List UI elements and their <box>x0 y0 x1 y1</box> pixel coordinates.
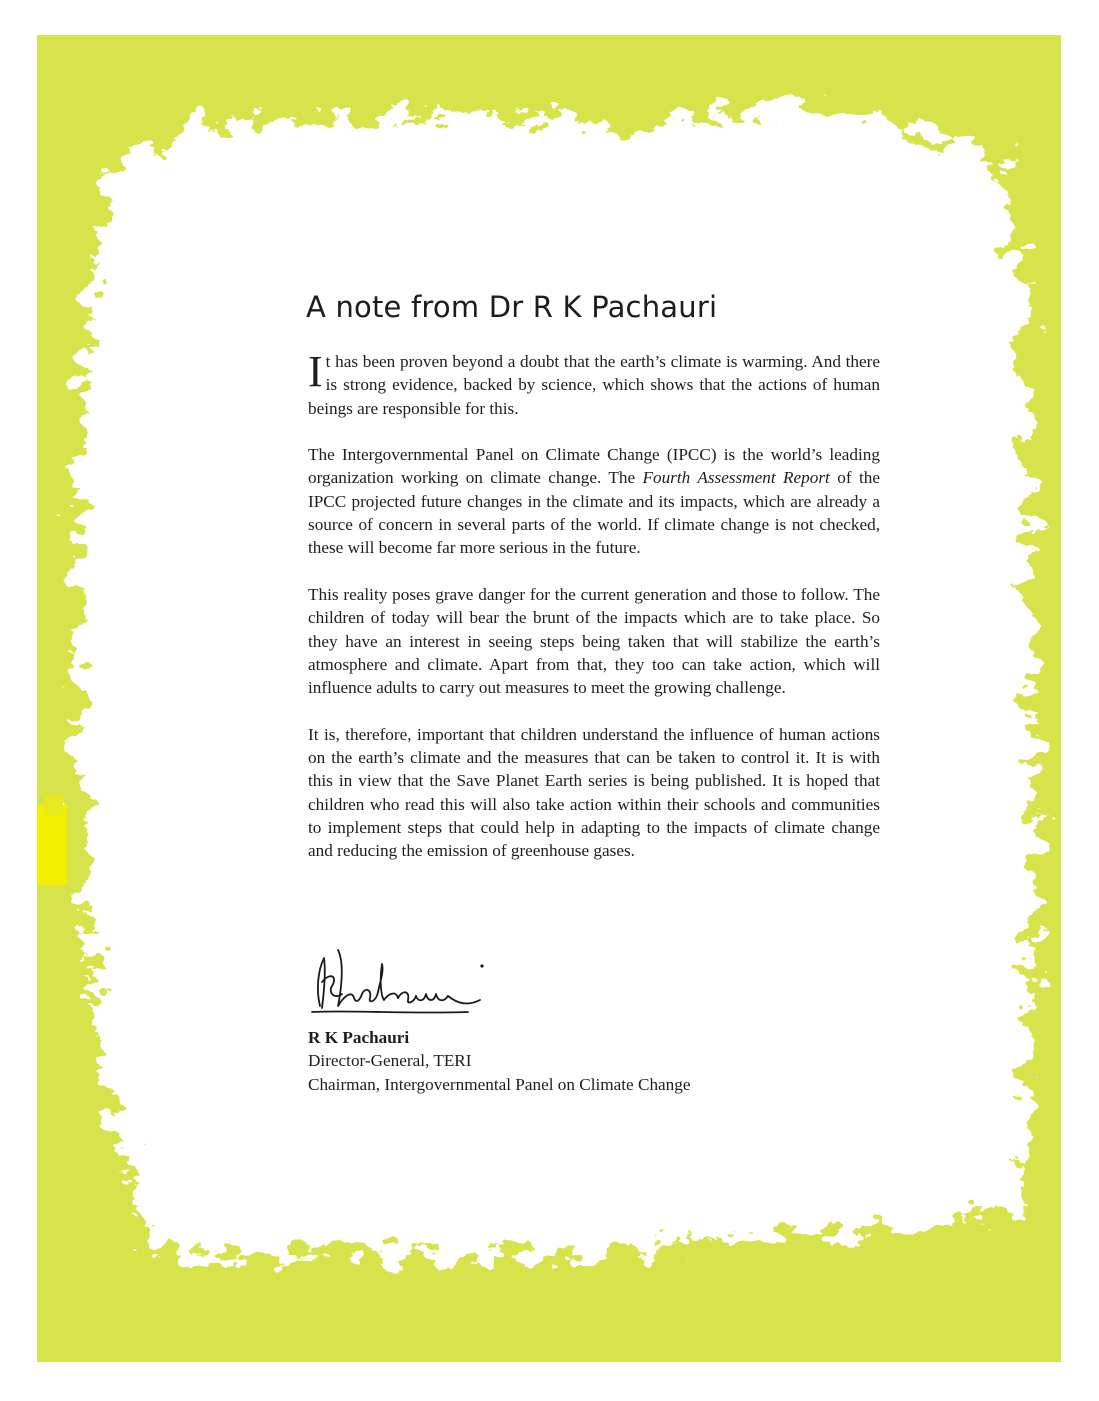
paragraph-2-text-b: of the IPCC projected future changes in the climate and its impacts, which are already a source of concern in several parts of the world. If climate change is not checked, these will become far more serious in the future. <box>308 468 880 558</box>
drop-cap: I <box>308 347 323 396</box>
page-title: A note from Dr R K Pachauri <box>306 290 718 324</box>
signatory-name: R K Pachauri <box>308 1028 410 1047</box>
paragraph-1 <box>308 347 880 420</box>
paragraph-2 <box>308 443 880 559</box>
handwritten-signature <box>308 942 498 1022</box>
signature-block <box>308 1026 908 1096</box>
signatory-role-1: Director-General, TERI <box>308 1051 472 1071</box>
paragraph-2-text-a: The Intergovernmental Panel on Climate Change (IPCC) is the world’s leading organization working on climate change. The <box>308 445 880 488</box>
report-title: Fourth Assessment Report <box>642 468 830 488</box>
paragraph-1-text: t has been proven beyond a doubt that the earth’s climate is warming. And there is strong evidence, backed by science, which shows that the actions of human beings are responsible for this. <box>308 352 880 418</box>
letter-body <box>308 347 880 886</box>
signatory-role-2: Chairman, Intergovernmental Panel on Climate Change <box>308 1074 691 1094</box>
paragraph-4: It is, therefore, important that children understand the influence of human actions on the earth’s climate and the measures that can be taken to control it. It is with this in view that the Save Planet Earth series is being published. It is hoped that children who read this will also take action within their schools and communities to implement steps that could help in adapting to the impacts of climate change and reducing the emission of greenhouse gases. <box>308 724 880 861</box>
paragraph-3: This reality poses grave danger for the current generation and those to follow. The children of today will bear the brunt of the impacts which are to take place. So they have an interest in seeing steps being taken that will stabilize the earth’s atmosphere and climate. Apart from that, they too can take action, which will influence adults to carry out measures to meet the growing challenge. <box>308 584 880 698</box>
